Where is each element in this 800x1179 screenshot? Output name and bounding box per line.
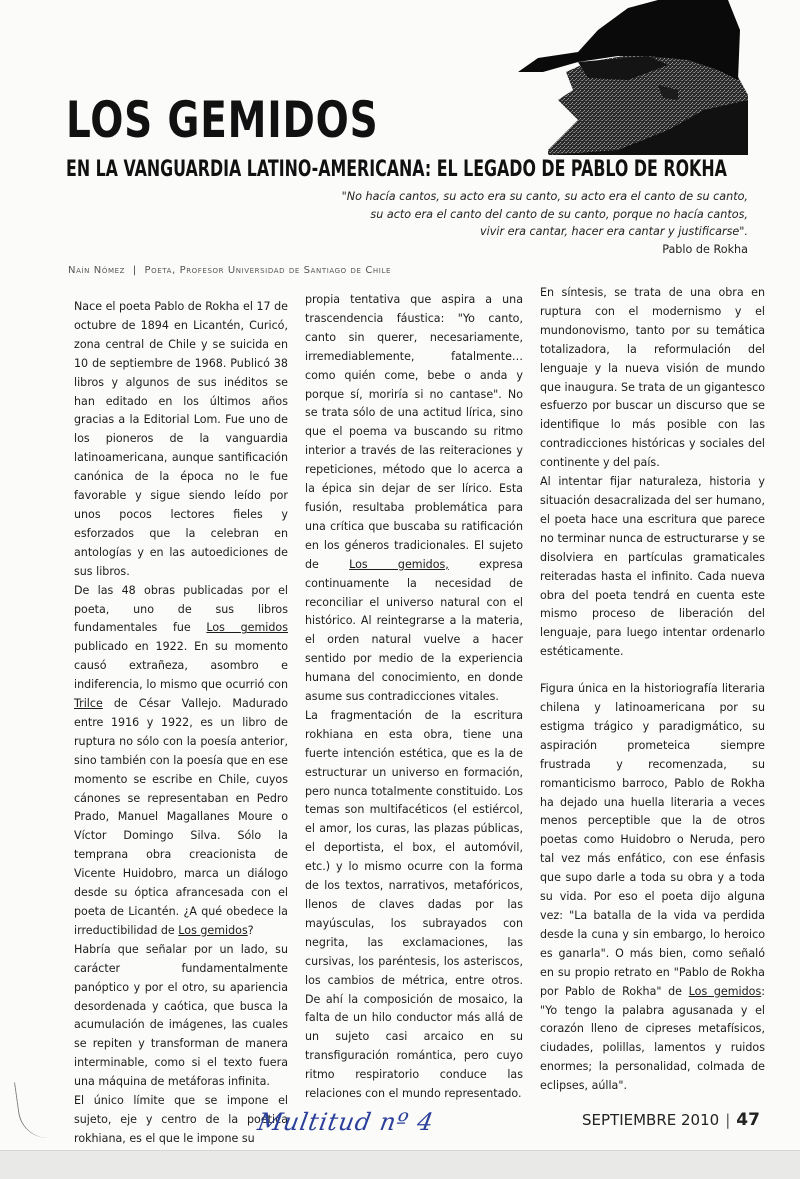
paragraph: [74, 582, 288, 941]
text-column-1: [74, 298, 288, 1149]
paragraph: Habría que señalar por un lado, su carácter fundamentalmente panóptico y por el otro, su apariencia desordenada y caótica, que busca la acumulación de imágenes, las cuales se repiten y transforman de manera interminable, como si el texto fuera una máquina de metáforas infinita.: [74, 942, 288, 1089]
text-column-3: [540, 284, 765, 1096]
book-title: Los gemidos: [206, 621, 288, 635]
paragraph: En síntesis, se trata de una obra en ruptura con el modernismo y el mundonovismo, tanto por su temática totalizadora, la reformulación del lenguaje y la nueva visión de mundo que inaugura. Se trata de un gigantesco esfuerzo por buscar un discurso que se identifique lo más posible con las contradicciones históricas y sociales del continente y del país.: [540, 286, 765, 470]
portrait-photo-icon: [518, 0, 748, 155]
epigraph-line: "No hacía cantos, su acto era su canto, su acto era el canto de su canto,: [341, 190, 748, 203]
byline-separator: |: [132, 265, 137, 276]
byline: [68, 265, 391, 276]
text-run: propia tentativa que aspira a una trascendencia fáustica: "Yo canto, canto sin querer, necesariamente, irremediablemente, fatalmente… como quién come, bebe o anda y porque sí, moriría si no cantase". No se trata sólo de una actitud lírica, sino que el poema va buscando su ritmo interior a través de las reiteraciones y repeticiones, método que lo acerca a la épica sin dejar de ser lírico. Esta fusión, resultaba problemática para una crítica que buscaba su ratificación en los géneros tradicionales. El sujeto de: [305, 293, 523, 571]
paragraph: Nace el poeta Pablo de Rokha el 17 de octubre de 1894 en Licantén, Curicó, zona central de Chile y se suicida en 10 de septiembre de 1968. Publicó 38 libros y algunos de sus inéditos se han editado en los últimos años gracias a la Editorial Lom. Fue uno de los pioneros de la vanguardia latinoamericana, aunque santificación canónica de la época no le fue favorable y sigue siendo leído por unos pocos lectores fieles y esforzados que la celebran en antologías y en las autoediciones de sus libros.: [74, 300, 288, 578]
text-run: de César Vallejo. Madurado entre 1916 y 1922, es un libro de ruptura no sólo con la poesía anterior, sino también con la poesía que en ese momento se escribe en Chile, cuyos cánones se representaban en Pedro Prado, Manuel Magallanes Moure o Víctor Domingo Silva. Sólo la temprana obra creacionista de Vicente Huidobro, marca un diálogo desde su óptica afrancesada con el poeta de Licantén. ¿A qué obedece la irreductibilidad de: [74, 697, 288, 937]
text-run: De las 48 obras publicadas por el poeta, uno de sus libros fundamentales fue: [74, 583, 288, 635]
book-title: Los gemidos: [178, 923, 248, 937]
text-run: ?: [247, 923, 254, 937]
paragraph: [540, 680, 765, 1096]
book-title: Trilce: [74, 697, 103, 711]
paragraph: Al intentar fijar naturaleza, historia y situación desacralizada del ser humano, el poeta hace una escritura que parece no terminar nunca de estructurarse y se disolviera en partículas gramaticales reiteradas hasta el infinito. Cada nueva obra del poeta tendrá en cuenta este mismo proceso de liberación del lenguaje, para luego intentar ordenarlo estéticamente.: [540, 475, 765, 659]
byline-author: Naín Nómez: [68, 265, 125, 276]
epigraph-line: vivir era cantar, hacer era cantar y justificarse".: [479, 225, 748, 238]
paragraph: [305, 291, 523, 707]
text-run: expresa continuamente la necesidad de reconciliar el universo natural con el histórico. Al reintegrarse a la materia, el orden natural vuelve a hacer sentido por medio de la experiencia humana del conocimiento, en donde asume sus contradicciones vitales.: [305, 557, 523, 704]
byline-role: Poeta, Profesor Universidad de Santiago de Chile: [144, 265, 391, 276]
page-number: 47: [736, 1110, 760, 1130]
article-subtitle: EN LA VANGUARDIA LATINO-AMERICANA: EL LEGADO DE PABLO DE ROKHA: [66, 157, 727, 182]
epigraph-line: su acto era el canto del canto de su canto, porque no hacía cantos,: [370, 207, 748, 221]
article-title: LOS GEMIDOS: [66, 91, 379, 149]
page-curl-edge: [14, 1078, 53, 1142]
paragraph: La fragmentación de la escritura rokhiana en esta obra, tiene una fuerte intención estética, que es la de estructurar un universo en formación, pero nunca totalmente constituido. Los temas son multifacéticos (el estiércol, el amor, los curas, las plazas públicas, el deportista, el box, el automóvil, etc.) y lo mismo ocurre con la forma de los textos, narrativos, metafóricos, llenos de claves dadas por las mayúsculas, los subrayados con negrita, las exclamaciones, las cursivas, los paréntesis, los asteriscos, los cambios de métrica, entre otros. De ahí la composición de mosaico, la falta de un hilo conductor más allá de un sujeto casi arcaico en su transfiguración romántica, pero cuyo ritmo respiratorio conduce las relaciones con el mundo representado.: [305, 708, 523, 1101]
handwritten-note: Multitud nº 4: [255, 1108, 437, 1136]
epigraph-author: Pablo de Rokha: [662, 242, 748, 256]
footer-separator: |: [725, 1111, 731, 1129]
text-run: : "Yo tengo la palabra agusanada y el corazón lleno de cipreses metafísicos, ciudades, polillas, lamentos y ruidos enormes; la personalidad, colmada de eclipses, aúlla".: [540, 984, 765, 1093]
text-run: Figura única en la historiografía literaria chilena y latinoamericana por su estigma trágico y paradigmático, su aspiración prometeica siempre frustrada y recomenzada, su romanticismo barroco, Pablo de Rokha ha dejado una huella literaria a veces menos perceptible que la de otros poetas como Huidobro o Neruda, pero tal vez más enfático, con ese énfasis que supo darle a toda su obra y a toda su vida. Por eso el poeta dijo alguna vez: "La batalla de la vida va perdida desde la cuna y sin embargo, lo heroico es ganarla". O más bien, como señaló en su propio retrato en "Pablo de Rokha por Pablo de Rokha" de: [540, 682, 765, 998]
book-title: Los gemidos: [688, 984, 762, 998]
book-title: Los gemidos,: [349, 557, 449, 571]
text-column-2: [305, 291, 523, 1104]
text-run: publicado en 1922. En su momento causó extrañeza, asombro e indiferencia, lo mismo que ocurrió con: [74, 640, 288, 692]
issue-date: SEPTIEMBRE 2010: [582, 1111, 720, 1129]
paragraph: El único límite que se impone el sujeto, eje y centro de la poética rokhiana, es el que le impone su: [74, 1094, 288, 1145]
epigraph: [248, 188, 748, 258]
page-footer: [582, 1110, 760, 1130]
